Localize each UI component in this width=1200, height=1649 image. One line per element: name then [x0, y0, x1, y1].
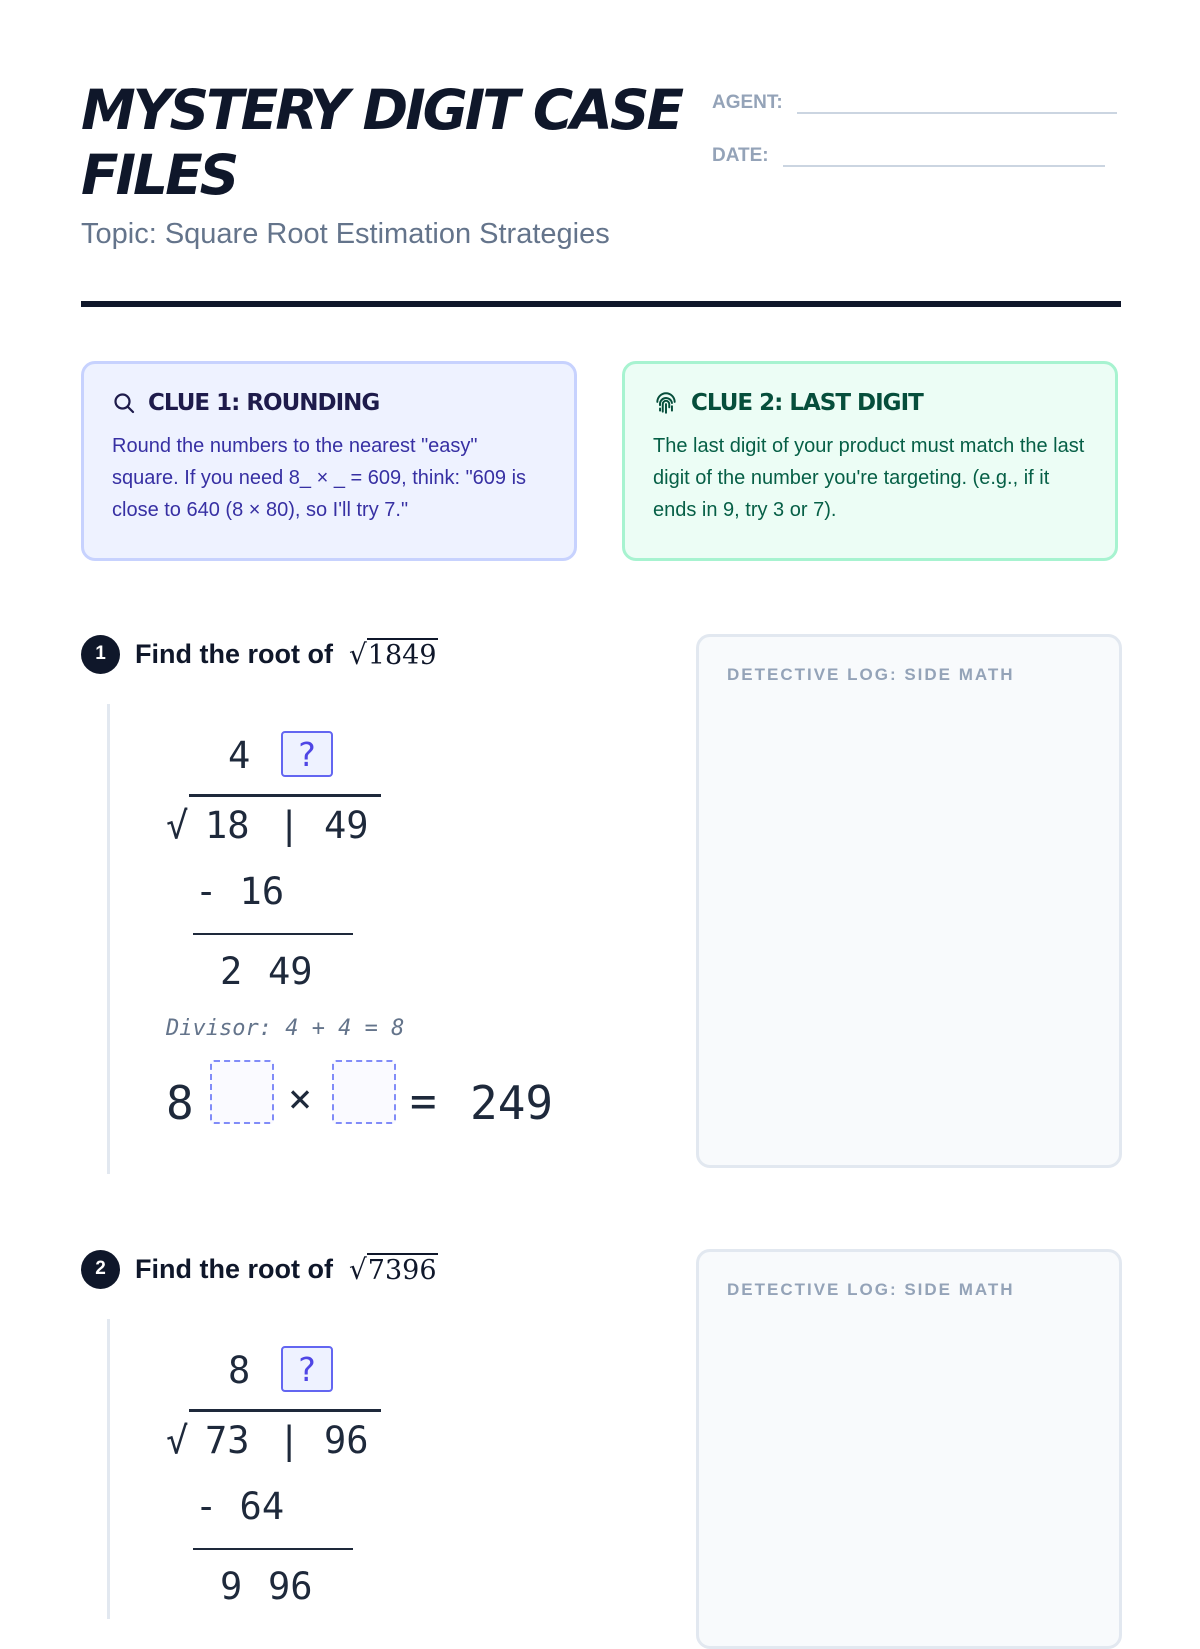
multiplier-digit-box[interactable] [332, 1060, 396, 1124]
problem-radical [349, 1253, 438, 1286]
search-icon [112, 391, 136, 415]
clue-heading [112, 390, 546, 416]
worksheet-header [81, 78, 1121, 250]
date-input-line[interactable] [783, 141, 1105, 167]
radical-overline [189, 794, 381, 797]
clue-text: Round the numbers to the nearest "easy" square. If you need 8_ × _ = 609, think: "609 is close to 640 (8 × 80), so I'll try 7." [112, 435, 527, 521]
pair-separator: | [278, 1419, 301, 1462]
equation-prefix: 8 [166, 1076, 194, 1130]
fingerprint-icon [653, 390, 679, 416]
radical-sign: √ [348, 1252, 367, 1286]
radical-overline [189, 1409, 381, 1412]
remainder-right: 49 [268, 950, 313, 993]
digit-pair-left: 18 [205, 804, 250, 847]
long-division-work [107, 1319, 610, 1619]
problem-radical [349, 638, 438, 671]
radicand: 1849 [367, 639, 437, 671]
problem-label: Find the root of [135, 638, 333, 669]
problem-2 [81, 1249, 1121, 1608]
radicand: 7396 [367, 1254, 437, 1286]
digit-pair-left: 73 [205, 1419, 250, 1462]
problem-label: Find the root of [135, 1253, 333, 1284]
subtraction-line [193, 1548, 353, 1550]
subtraction-step: - 16 [195, 870, 285, 913]
first-root-digit: 8 [228, 1349, 251, 1392]
log-title: DETECTIVE LOG: SIDE MATH [727, 1280, 1015, 1299]
pair-separator: | [278, 804, 301, 847]
clue-text: The last digit of your product must match the last digit of the number you're targeting. (e.g., if it ends in 9, try 3 or 7). [653, 435, 1085, 521]
unknown-digit-box[interactable]: ? [281, 731, 333, 777]
remainder-right: 96 [268, 1565, 313, 1608]
subtraction-step: - 64 [195, 1485, 285, 1528]
divisor-note: Divisor: 4 + 4 = 8 [166, 1016, 405, 1041]
agent-input-line[interactable] [797, 88, 1117, 114]
times-sign: × [288, 1076, 313, 1122]
page-title: MYSTERY DIGIT CASE FILES [81, 78, 682, 207]
unknown-digit-box[interactable]: ? [281, 1346, 333, 1392]
radical-symbol: √ [166, 804, 189, 847]
radical-symbol: √ [166, 1419, 189, 1462]
header-divider [81, 301, 1121, 307]
clue-title: CLUE 2: LAST DIGIT [691, 390, 923, 416]
clue-title: CLUE 1: ROUNDING [148, 390, 380, 416]
clue-heading [653, 390, 1087, 416]
detective-log-box[interactable] [696, 634, 1122, 1168]
radical-sign: √ [348, 637, 367, 671]
guess-digit-box[interactable] [210, 1060, 274, 1124]
remainder-left: 2 [220, 950, 243, 993]
detective-log-box[interactable] [696, 1249, 1122, 1649]
first-root-digit: 4 [228, 734, 251, 777]
log-title: DETECTIVE LOG: SIDE MATH [727, 665, 1015, 684]
remainder-left: 9 [220, 1565, 243, 1608]
agent-label: AGENT: [712, 92, 783, 113]
date-field [712, 141, 1122, 167]
problem-1 [81, 634, 1121, 1174]
long-division-work [107, 704, 610, 1174]
clue-card-last-digit [622, 361, 1118, 561]
student-fields [712, 88, 1122, 194]
digit-pair-right: 96 [324, 1419, 369, 1462]
equation-result: 249 [470, 1076, 554, 1130]
problem-number-badge: 1 [81, 635, 120, 674]
clue-card-rounding [81, 361, 577, 561]
subtraction-line [193, 933, 353, 935]
digit-pair-right: 49 [324, 804, 369, 847]
topic-subtitle: Topic: Square Root Estimation Strategies [81, 218, 610, 250]
date-label: DATE: [712, 145, 769, 166]
equals-sign: = [410, 1076, 437, 1127]
problem-number-badge: 2 [81, 1250, 120, 1289]
agent-field [712, 88, 1122, 114]
